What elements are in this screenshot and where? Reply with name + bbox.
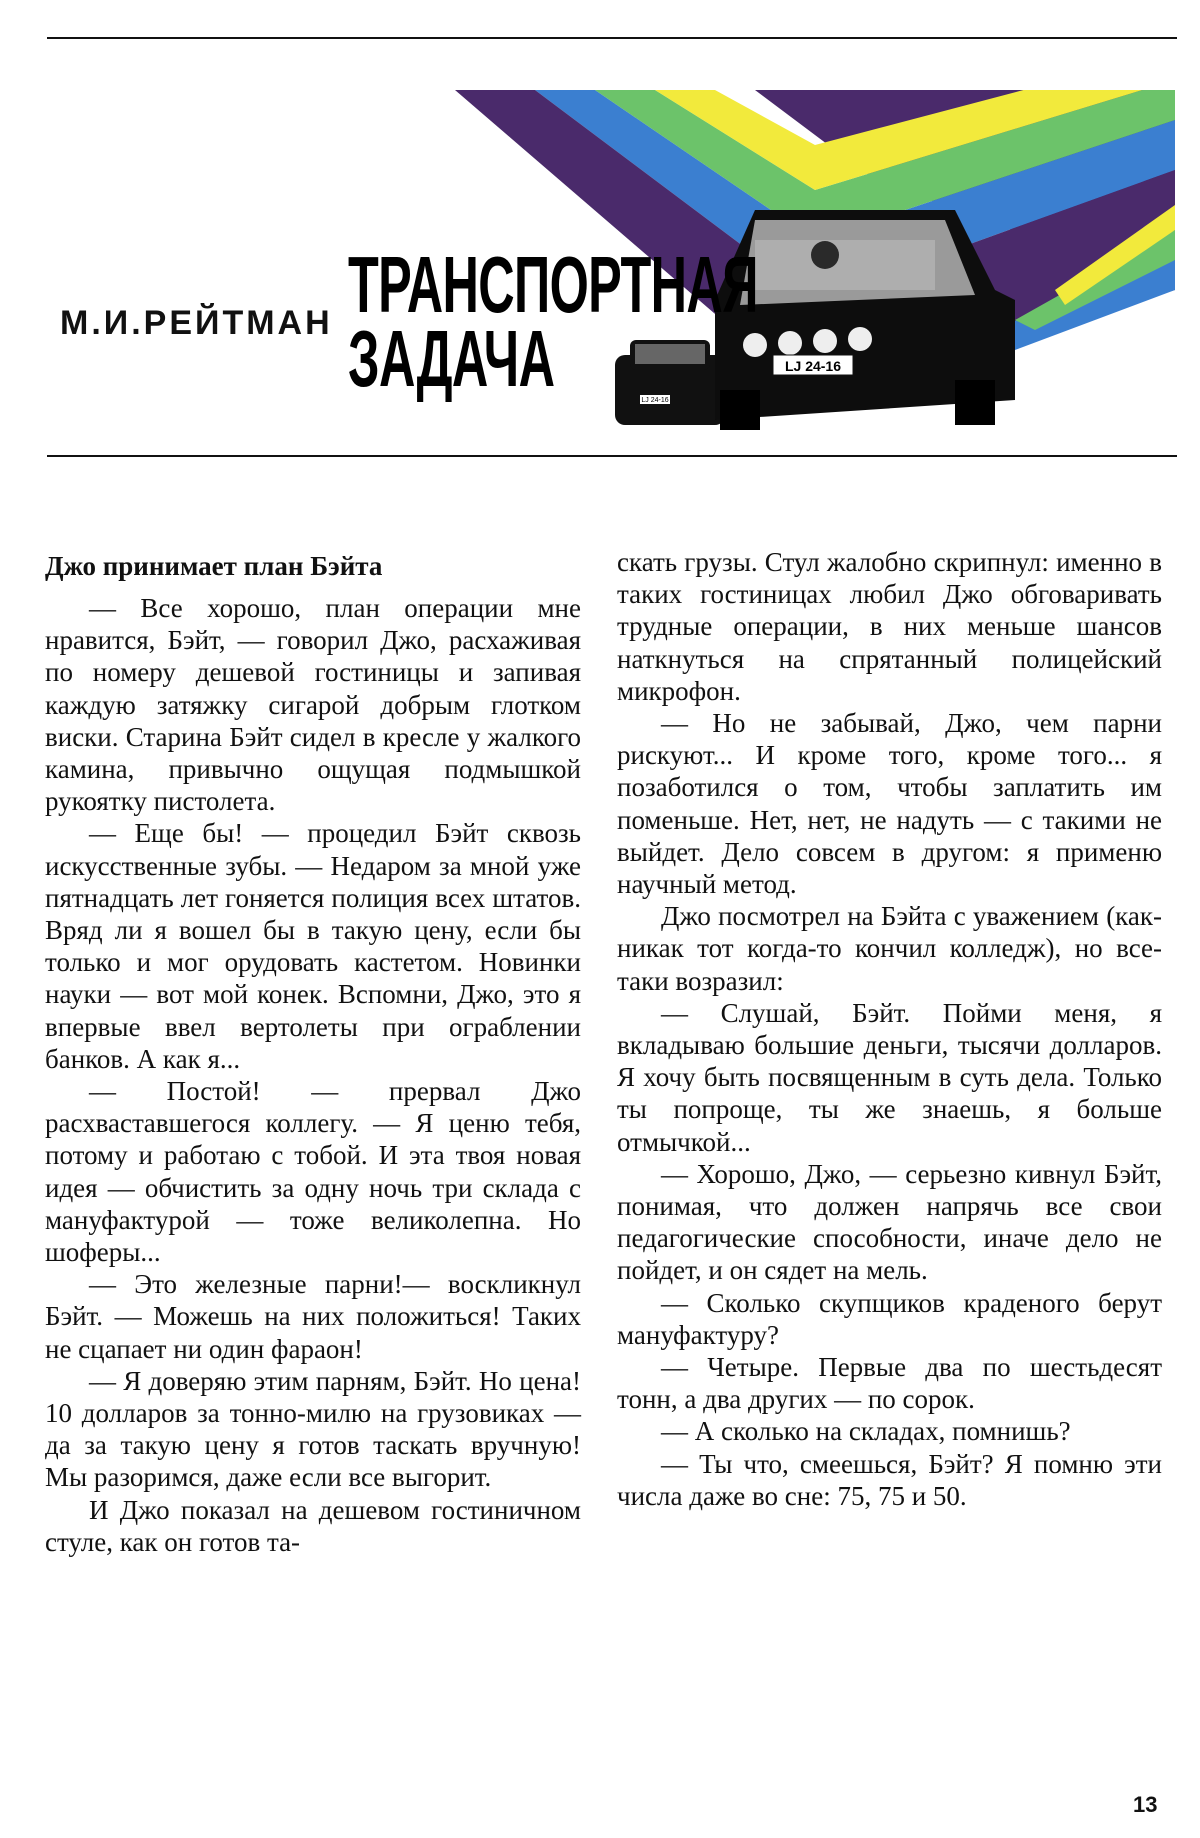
title-line-1: ТРАНСПОРТНАЯ — [348, 240, 758, 329]
paragraph-continued: скать грузы. Стул жалобно скрипнул: именно в таких гостиницах любил Джо обговаривать трудные операции, в них меньше шансов наткнуться на спрятанный полицейский микрофон. — [617, 547, 1162, 706]
front-plate-text: LJ 24-16 — [784, 358, 842, 374]
paragraph: — Четыре. Первые два по шестьдесят тонн, а два других — по сорок. — [617, 1352, 1162, 1415]
paragraph: Джо посмотрел на Бэйта с уважением (как-никак тот когда-то кончил колледж), но все-таки возразил: — [617, 901, 1162, 996]
paragraph: — Сколько скупщиков краденого берут мануфактуру? — [617, 1287, 1162, 1350]
top-rule — [47, 37, 1177, 39]
rear-plate-text: LJ 24-16 — [641, 397, 669, 404]
paragraph: — Еще бы! — процедил Бэйт сквозь искусственные зубы. — Недаром за мной уже пятнадцать лет гоняется полиция всех штатов. Вряд ли я вошел бы в такую цену, если бы только и мог орудовать кастетом. Новинки науки — вот мой конек. Вспомни, Джо, это я впервые ввел вертолеты при ограблении банков. А как я... — [45, 818, 581, 1074]
paragraph: — Я доверяю этим парням, Бэйт. Но цена! 10 долларов за тонно-милю на грузовиках — да за такую цену я готов таскать вручную! Мы разоримся, даже если все выгорит. — [45, 1365, 581, 1493]
paragraph: — А сколько на складах, помнишь? — [661, 1416, 1071, 1447]
paragraph: — Слушай, Бэйт. Пойми меня, я вкладываю большие деньги, тысячи долларов. Я хочу быть посвященным в суть дела. Только ты попроще, ты же знаешь, я больше отмычкой... — [617, 997, 1162, 1157]
car-front — [715, 210, 1015, 430]
text-column-left — [45, 550, 581, 1558]
paragraph: — Все хорошо, план операции мне нравится, Бэйт, — говорил Джо, расхаживая по номеру дешевой гостиницы и запивая каждую затяжку сигарой добрым глотком виски. Старина Бэйт сидел в кресле у жалкого камина, привычно ощущая подмышкой рукоятку пистолета. — [45, 593, 581, 817]
paragraph: И Джо показал на дешевом гостиничном стуле, как он готов та- — [45, 1494, 581, 1557]
paragraph: — Хорошо, Джо, — серьезно кивнул Бэйт, понимая, что должен напрячь все свои педагогические способности, иначе дело не пойдет, и он сядет на мель. — [617, 1158, 1162, 1286]
header-bottom-rule — [47, 455, 1177, 457]
section-heading: Джо принимает план Бэйта — [45, 551, 383, 581]
paragraph: — Но не забывай, Джо, чем парни рискуют... И кроме того, кроме того... я позаботился о том, чтобы заплатить им поменьше. Нет, нет, не надуть — с такими не выйдет. Дело совсем в другом: я применю научный метод. — [617, 708, 1162, 900]
text-column-right — [617, 546, 1162, 1512]
paragraph: — Постой! — прервал Джо расхвастaвшегося коллегу. — Я ценю тебя, потому и работаю с тобой. И эта твоя новая идея — обчистить за одну ночь три склада с мануфактурой — тоже великолепна. Но шоферы... — [45, 1076, 581, 1268]
author-name: М.И.РЕЙТМАН — [60, 304, 333, 342]
paragraph: — Это железные парни!— воскликнул Бэйт. — Можешь на них положиться! Таких не сцапает ни один фараон! — [45, 1269, 581, 1364]
paragraph: — Ты что, смеешься, Бэйт? Я помню эти числа даже во сне: 75, 75 и 50. — [617, 1448, 1162, 1511]
page-number: 13 — [1133, 1792, 1158, 1817]
title-line-2: ЗАДАЧА — [348, 314, 555, 403]
